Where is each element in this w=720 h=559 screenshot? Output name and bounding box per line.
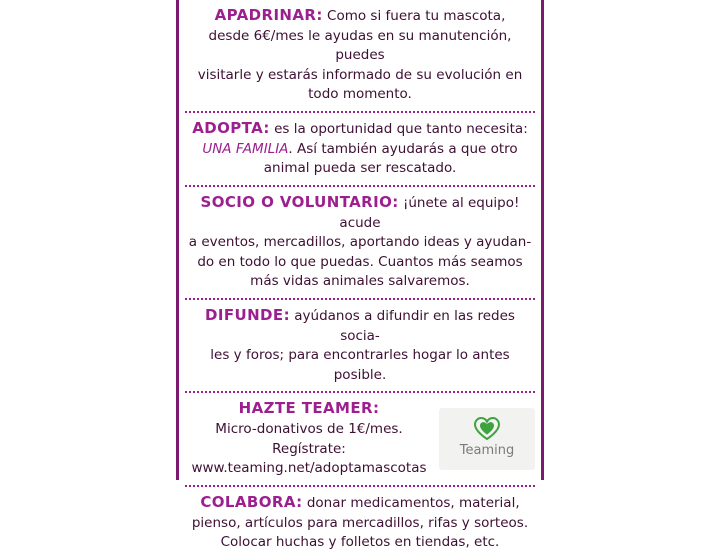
section-text: Micro-donativos de 1€/mes.: [215, 421, 403, 438]
section-text: Como si fuera tu mascota,: [327, 8, 506, 24]
section-text: les y foros; para encontrarles hogar lo antes posible.: [210, 347, 510, 383]
section-heading: APADRINAR: [214, 6, 317, 24]
section-hazte-teamer: [183, 393, 537, 484]
section-socio-voluntario: [183, 187, 537, 298]
section-text: es la oportunidad que tanto necesita:: [274, 121, 528, 137]
section-heading: COLABORA: [200, 492, 297, 511]
section-text: donar medicamentos, material,: [306, 494, 520, 511]
section-text: todo momento.: [308, 86, 412, 103]
teaming-url[interactable]: www.teaming.net/adoptamascotas: [191, 460, 427, 477]
section-heading-suffix: :: [283, 305, 290, 324]
section-heading: DIFUNDE: [205, 305, 284, 324]
teaming-logo: [439, 408, 535, 470]
section-line: [185, 192, 535, 233]
section-line: [185, 140, 535, 160]
section-line: [185, 118, 535, 140]
section-text: ayúdanos a difundir en las redes socia-: [294, 307, 515, 344]
content-column: [179, 0, 541, 551]
section-text: desde 6€/mes le ayudas en su manutención, puedes: [208, 27, 512, 64]
section-text: Regístrate:: [272, 440, 346, 457]
section-text: más vidas animales salvaremos.: [250, 273, 470, 290]
section-text: visitarle y estarás informado de su evolución en: [197, 66, 523, 83]
section-line: [185, 5, 535, 27]
section-heading-suffix: :: [392, 192, 399, 211]
section-text: pienso, artículos para mercadillos, rifas y sorteos.: [191, 514, 529, 531]
section-apadrinar: [183, 0, 537, 111]
section-heading-suffix: :: [296, 492, 303, 511]
section-line: [185, 492, 535, 514]
section-line: [185, 305, 535, 346]
heart-icon: [474, 417, 500, 440]
section-text: do en todo lo que puedas. Cuantos más seamos: [197, 253, 523, 270]
section-difunde: [183, 300, 537, 391]
section-heading: HAZTE TEAMER:: [238, 399, 380, 418]
section-emphasis: UNA FAMILIA: [202, 140, 289, 157]
section-text: Colocar huchas y folletos en tiendas, etc.: [220, 534, 500, 551]
section-text: . Así también ayudarás a que otro: [288, 140, 518, 157]
section-adopta: [183, 113, 537, 185]
section-text: a eventos, mercadillos, aportando ideas y ayudan-: [188, 234, 532, 251]
right-vertical-rule: [541, 0, 544, 480]
teaming-brand-label: Teaming: [459, 442, 515, 458]
section-heading: SOCIO O VOLUNTARIO: [200, 192, 393, 211]
section-text: animal pueda ser rescatado.: [263, 160, 457, 177]
section-text: ¡únete al equipo! acude: [339, 194, 520, 231]
section-heading: ADOPTA: [192, 119, 264, 137]
section-heading-suffix: :: [263, 119, 270, 137]
teaming-text-column: [185, 398, 433, 478]
teaming-row: [185, 398, 535, 478]
section-colabora: [183, 487, 537, 559]
section-heading-suffix: :: [316, 6, 323, 24]
